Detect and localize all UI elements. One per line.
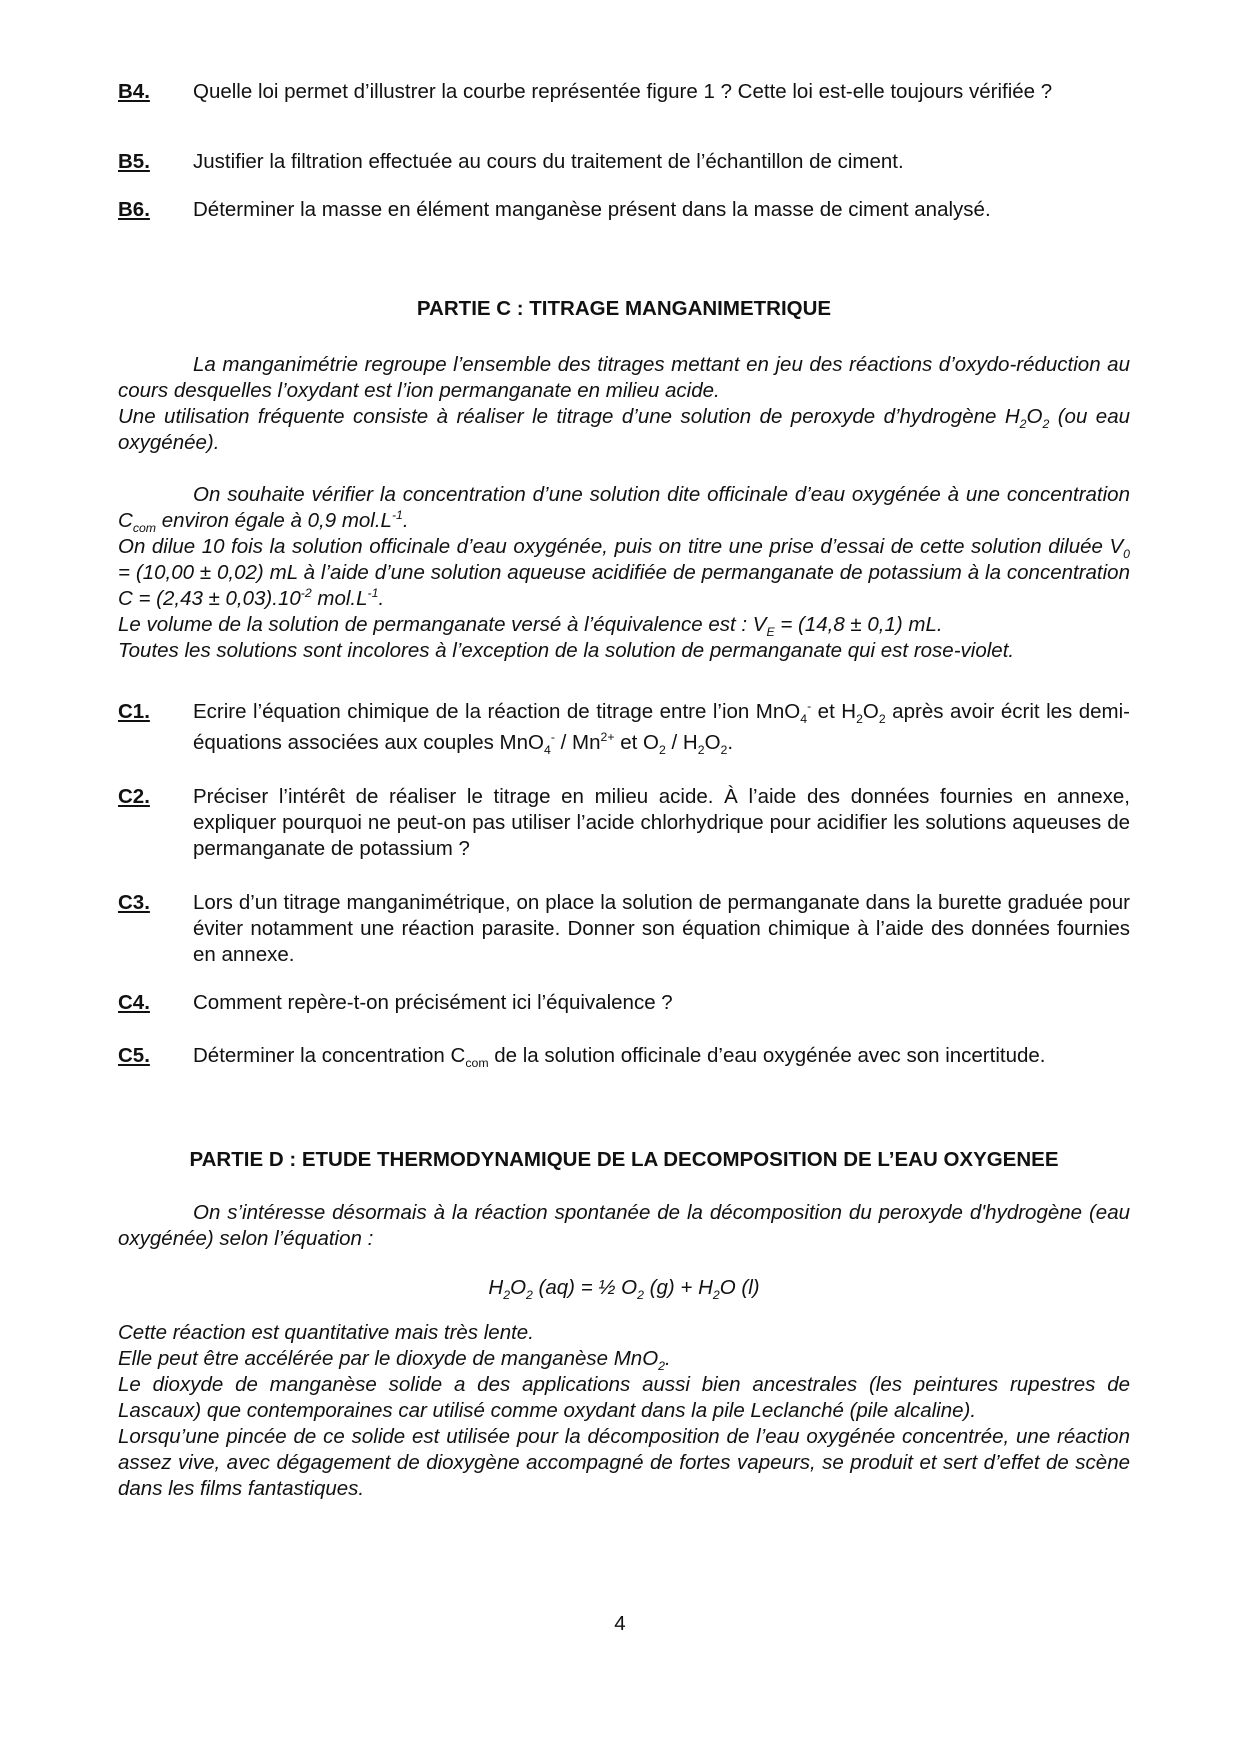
question-text: Lors d’un titrage manganimétrique, on place la solution de permanganate dans la burette graduée pour éviter notamment une réaction parasite. Donner son équation chimique à l’aide des données fournies en annexe. xyxy=(193,891,1130,966)
question-label: B6. xyxy=(118,198,150,221)
question-label: C5. xyxy=(118,1044,150,1067)
question-label: C1. xyxy=(118,700,150,723)
question-text: Préciser l’intérêt de réaliser le titrage en milieu acide. À l’aide des données fournies en annexe, expliquer pourquoi ne peut-on pas utiliser l’acide chlorhydrique pour acidifier les solutions aqueuses de permanganate de potassium ? xyxy=(193,785,1130,860)
question-c1 xyxy=(118,696,1130,758)
question-b6 xyxy=(118,197,1130,223)
partie-d-body xyxy=(118,1320,1130,1502)
page-number: 4 xyxy=(614,1612,626,1635)
body-line-2: Elle peut être accélérée par le dioxyde de manganèse MnO$_2$. xyxy=(118,1347,671,1374)
partie-d-intro xyxy=(118,1200,1130,1252)
question-text: Ecrire l’équation chimique de la réaction de titrage entre l’ion MnO$_4$- et $H_2O_2$ après avoir écrit les demi-équations associées aux couples $MnO_4^- / Mn^{2+}$ et $O_2 / H_2O_2$. xyxy=(193,699,1131,758)
partie-c-intro xyxy=(118,352,1130,456)
body-line-4: Lorsqu’une pincée de ce solide est utilisée pour la décomposition de l’eau oxygénée concentrée, une réaction assez vive, avec dégagement de dioxygène accompagné de fortes vapeurs, se produit et sert d’effet de scène dans les films fantastiques. xyxy=(118,1425,1130,1500)
partie-d-title: PARTIE D : ETUDE THERMODYNAMIQUE DE LA DECOMPOSITION DE L’EAU OXYGENEE xyxy=(189,1148,1059,1171)
question-label: C3. xyxy=(118,891,150,914)
context-line-3: Le volume de la solution de permanganate versé à l’équivalence est : $V_E = (14,8 \pm 0,1)$ mL. xyxy=(118,613,943,640)
question-b5 xyxy=(118,149,1130,175)
intro-line-2: Une utilisation fréquente consiste à réaliser le titrage d’une solution de peroxyde d’hydrogène $H_2O_2$ (ou eau oxygénée). xyxy=(118,405,1130,454)
body-line-3: Le dioxyde de manganèse solide a des applications aussi bien ancestrales (les peintures rupestres de Lascaux) que contemporaines car utilisé comme oxydant dans la pile Leclanché (pile alcaline). xyxy=(118,1373,1130,1422)
question-text: Déterminer la concentration $C_{com}$ de la solution officinale d’eau oxygénée avec son incertitude. xyxy=(193,1044,1046,1071)
partie-c-title: PARTIE C : TITRAGE MANGANIMETRIQUE xyxy=(416,297,832,320)
question-text: Déterminer la masse en élément manganèse présent dans la masse de ciment analysé. xyxy=(193,198,991,221)
decomposition-equation: $H_2O_2$ (aq) = ½ $O_2$ $(g) + H_2O$ (l) xyxy=(488,1276,760,1303)
question-b4 xyxy=(118,79,1130,105)
intro-line-1: La manganimétrie regroupe l’ensemble des titrages mettant en jeu des réactions d’oxydo-réduction au cours desquelles l’oxydant est l’ion permanganate en milieu acide. xyxy=(118,353,1130,402)
question-label: B5. xyxy=(118,150,150,173)
context-line-1: On souhaite vérifier la concentration d’une solution dite officinale d’eau oxygénée à une concentration $C_{com}$ environ égale à 0,9 $mol.L^{-1}$. xyxy=(118,483,1130,536)
question-text: Quelle loi permet d’illustrer la courbe représentée figure 1 ? Cette loi est-elle toujours vérifiée ? xyxy=(193,80,1053,103)
question-c3 xyxy=(118,890,1130,968)
question-text: Justifier la filtration effectuée au cours du traitement de l’échantillon de ciment. xyxy=(193,150,904,173)
question-text: Comment repère-t-on précisément ici l’équivalence ? xyxy=(193,991,673,1014)
question-label: C4. xyxy=(118,991,150,1014)
question-label: B4. xyxy=(118,80,150,103)
partie-c-context xyxy=(118,482,1130,664)
question-label: C2. xyxy=(118,785,150,808)
question-c4 xyxy=(118,990,1130,1016)
question-c5 xyxy=(118,1043,1130,1069)
context-line-4: Toutes les solutions sont incolores à l’exception de la solution de permanganate qui est rose-violet. xyxy=(118,639,1015,662)
body-line-1: Cette réaction est quantitative mais très lente. xyxy=(118,1321,534,1344)
question-c2 xyxy=(118,784,1130,862)
context-line-2: On dilue 10 fois la solution officinale d’eau oxygénée, puis on titre une prise d’essai de cette solution diluée $V_0 = (10,00 \pm 0,02)$ mL à l’aide d’une solution aqueuse acidifiée de permanganate de potassium à la concentration $C = (2,43 \pm 0,03).10^{-2}$ $mol.L^{-1}$. xyxy=(118,535,1130,610)
partie-d-intro-text: On s’intéresse désormais à la réaction spontanée de la décomposition du peroxyde d'hydrogène (eau oxygénée) selon l’équation : xyxy=(118,1201,1130,1250)
